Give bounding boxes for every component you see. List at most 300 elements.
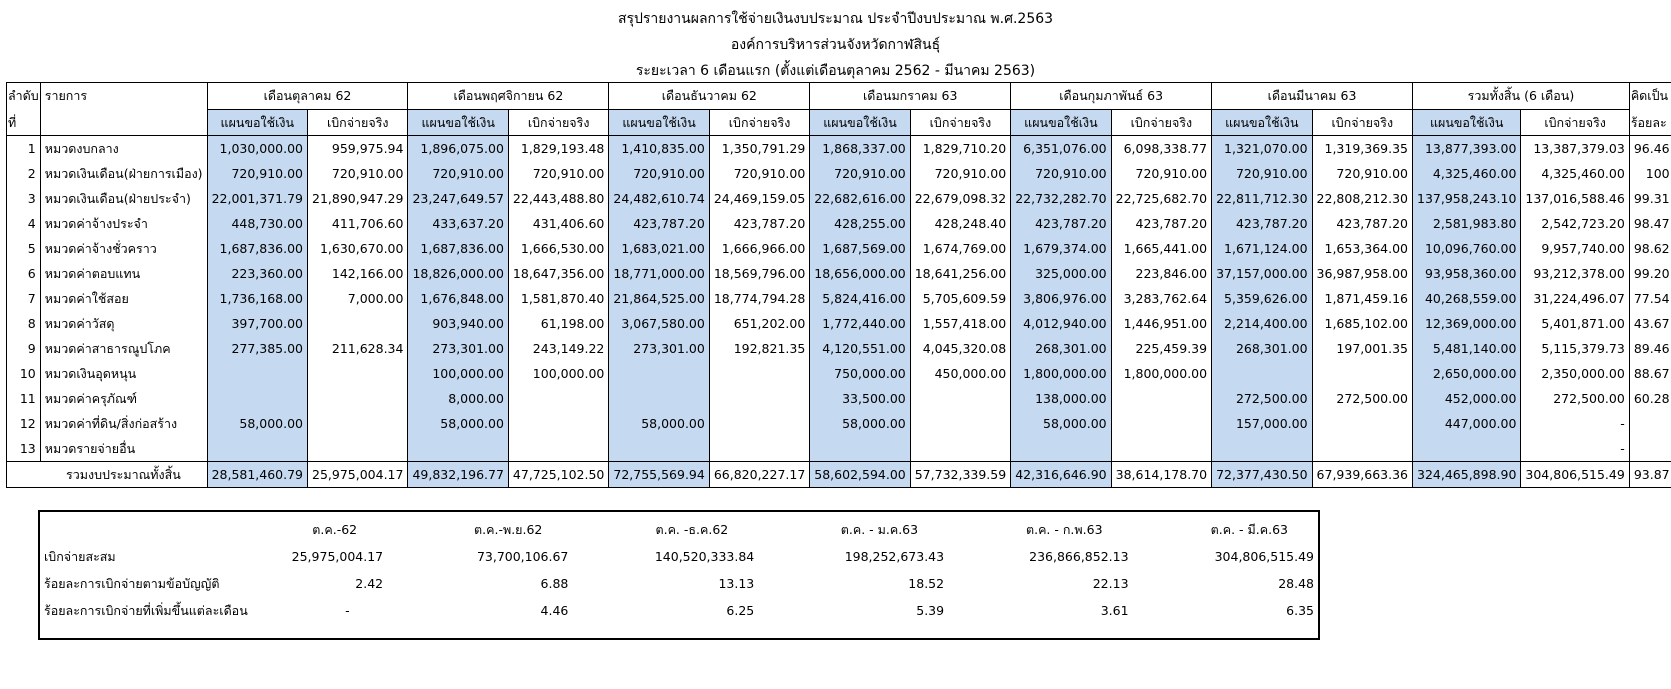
actual-value: 225,459.39 xyxy=(1111,336,1211,361)
plan-value: 273,301.00 xyxy=(408,336,508,361)
table-row xyxy=(7,436,1671,462)
summary-value: 25,975,004.17 xyxy=(291,549,384,564)
plan-value: 1,679,374.00 xyxy=(1011,236,1111,261)
row-name: หมวดค่าจ้างประจำ xyxy=(40,211,207,236)
plan-value: 1,676,848.00 xyxy=(408,286,508,311)
summary-row xyxy=(40,570,1318,597)
plan-value: 1,896,075.00 xyxy=(408,136,508,162)
table-row xyxy=(7,361,1671,386)
table-row xyxy=(7,311,1671,336)
row-percent: 88.67 xyxy=(1629,361,1671,386)
row-number: 5 xyxy=(7,236,41,261)
table-row xyxy=(7,286,1671,311)
row-name: หมวดค่าตอบแทน xyxy=(40,261,207,286)
actual-value: 243,149.22 xyxy=(508,336,608,361)
row-number: 7 xyxy=(7,286,41,311)
plan-value: 4,120,551.00 xyxy=(810,336,910,361)
plan-value: 58,000.00 xyxy=(609,411,709,436)
actual-value xyxy=(508,411,608,436)
actual-value xyxy=(308,361,408,386)
plan-value: 3,067,580.00 xyxy=(609,311,709,336)
header-month: เดือนมกราคม 63 xyxy=(810,83,1011,110)
total-actual-value: 47,725,102.50 xyxy=(508,462,608,488)
plan-value: 903,940.00 xyxy=(408,311,508,336)
header-month: เดือนกุมภาพันธ์ 63 xyxy=(1011,83,1212,110)
table-row xyxy=(7,261,1671,286)
header-month: เดือนตุลาคม 62 xyxy=(207,83,408,110)
actual-value: 142,166.00 xyxy=(308,261,408,286)
plan-value: 18,826,000.00 xyxy=(408,261,508,286)
summary-value: 2.42 xyxy=(355,576,384,591)
plan-value: 428,255.00 xyxy=(810,211,910,236)
header-actual: เบิกจ่ายจริง xyxy=(1312,110,1412,136)
plan-value: 433,637.20 xyxy=(408,211,508,236)
actual-value: 4,325,460.00 xyxy=(1521,161,1629,186)
plan-value: 447,000.00 xyxy=(1413,411,1521,436)
plan-value: 4,325,460.00 xyxy=(1413,161,1521,186)
plan-value: 18,656,000.00 xyxy=(810,261,910,286)
actual-value: 9,957,740.00 xyxy=(1521,236,1629,261)
table-row xyxy=(7,236,1671,261)
total-actual-value: 304,806,515.49 xyxy=(1521,462,1629,488)
plan-value: 22,811,712.30 xyxy=(1212,186,1312,211)
row-name: หมวดงบกลาง xyxy=(40,136,207,162)
total-plan-value: 324,465,898.90 xyxy=(1413,462,1521,488)
actual-value: 450,000.00 xyxy=(910,361,1010,386)
row-number: 1 xyxy=(7,136,41,162)
header-plan: แผนขอใช้เงิน xyxy=(1011,110,1111,136)
row-name: หมวดค่าสาธารณูปโภค xyxy=(40,336,207,361)
actual-value: 5,705,609.59 xyxy=(910,286,1010,311)
row-number: 8 xyxy=(7,311,41,336)
row-number: 10 xyxy=(7,361,41,386)
actual-value: 211,628.34 xyxy=(308,336,408,361)
header-actual: เบิกจ่ายจริง xyxy=(308,110,408,136)
plan-value: 5,824,416.00 xyxy=(810,286,910,311)
actual-value: 13,387,379.03 xyxy=(1521,136,1629,162)
summary-label: ร้อยละการเบิกจ่ายที่เพิ่มขึ้นแต่ละเดือน xyxy=(44,603,248,618)
plan-value: 100,000.00 xyxy=(408,361,508,386)
total-actual-value: 25,975,004.17 xyxy=(308,462,408,488)
total-actual-value: 66,820,227.17 xyxy=(709,462,809,488)
actual-value: 1,685,102.00 xyxy=(1312,311,1412,336)
plan-value: 452,000.00 xyxy=(1413,386,1521,411)
actual-value: 272,500.00 xyxy=(1521,386,1629,411)
header-plan: แผนขอใช้เงิน xyxy=(1413,110,1521,136)
header-plan: แผนขอใช้เงิน xyxy=(1212,110,1312,136)
plan-value xyxy=(1011,436,1111,462)
header-plan: แผนขอใช้เงิน xyxy=(408,110,508,136)
plan-value: 423,787.20 xyxy=(1212,211,1312,236)
actual-value: 2,350,000.00 xyxy=(1521,361,1629,386)
table-row xyxy=(7,411,1671,436)
plan-value: 448,730.00 xyxy=(207,211,307,236)
actual-value: 61,198.00 xyxy=(508,311,608,336)
total-actual-value: 67,939,663.36 xyxy=(1312,462,1412,488)
total-spacer xyxy=(7,462,41,488)
header-month: เดือนพฤศจิกายน 62 xyxy=(408,83,609,110)
actual-value: 18,569,796.00 xyxy=(709,261,809,286)
header-item: รายการ xyxy=(40,83,207,110)
summary-value: 198,252,673.43 xyxy=(844,549,945,564)
plan-value xyxy=(207,361,307,386)
header-pct: คิดเป็น xyxy=(1629,83,1671,110)
plan-value: 720,910.00 xyxy=(609,161,709,186)
total-plan-value: 72,755,569.94 xyxy=(609,462,709,488)
plan-value: 6,351,076.00 xyxy=(1011,136,1111,162)
actual-value: 720,910.00 xyxy=(709,161,809,186)
actual-value: 1,871,459.16 xyxy=(1312,286,1412,311)
header-plan: แผนขอใช้เงิน xyxy=(609,110,709,136)
summary-header-row xyxy=(40,516,1318,543)
plan-value: 273,301.00 xyxy=(609,336,709,361)
actual-value: 411,706.60 xyxy=(308,211,408,236)
summary-value: 304,806,515.49 xyxy=(1214,549,1314,564)
plan-value xyxy=(1413,436,1521,462)
row-percent: 77.54 xyxy=(1629,286,1671,311)
summary-value: 5.39 xyxy=(916,603,945,618)
total-plan-value: 58,602,594.00 xyxy=(810,462,910,488)
row-percent: 99.31 xyxy=(1629,186,1671,211)
plan-value: 18,771,000.00 xyxy=(609,261,709,286)
actual-value: 5,401,871.00 xyxy=(1521,311,1629,336)
plan-value xyxy=(1212,361,1312,386)
plan-value: 720,910.00 xyxy=(1212,161,1312,186)
row-number: 3 xyxy=(7,186,41,211)
actual-value: - xyxy=(1521,436,1629,462)
actual-value xyxy=(910,386,1010,411)
plan-value: 10,096,760.00 xyxy=(1413,236,1521,261)
header-item-2 xyxy=(40,110,207,136)
actual-value: 1,581,870.40 xyxy=(508,286,608,311)
actual-value: 18,774,794.28 xyxy=(709,286,809,311)
row-percent: 43.67 xyxy=(1629,311,1671,336)
summary-table xyxy=(40,516,1318,624)
header-plan: แผนขอใช้เงิน xyxy=(810,110,910,136)
actual-value xyxy=(709,411,809,436)
plan-value: 1,687,569.00 xyxy=(810,236,910,261)
summary-value: 236,866,852.13 xyxy=(1029,549,1129,564)
summary-label: ร้อยละการเบิกจ่ายตามข้อบัญญัติ xyxy=(44,576,220,591)
summary-box xyxy=(38,510,1320,640)
plan-value: 1,868,337.00 xyxy=(810,136,910,162)
plan-value: 138,000.00 xyxy=(1011,386,1111,411)
plan-value: 1,736,168.00 xyxy=(207,286,307,311)
plan-value: 22,682,616.00 xyxy=(810,186,910,211)
header-row-months xyxy=(7,83,1671,110)
summary-corner xyxy=(40,516,252,543)
actual-value: 1,666,530.00 xyxy=(508,236,608,261)
row-number: 6 xyxy=(7,261,41,286)
header-pct-2: ร้อยละ xyxy=(1629,110,1671,136)
summary-period: ต.ค.-62 xyxy=(312,522,358,537)
table-row xyxy=(7,136,1671,162)
actual-value xyxy=(1312,411,1412,436)
header-month: รวมทั้งสิ้น (6 เดือน) xyxy=(1413,83,1630,110)
row-name: หมวดค่าใช้สอย xyxy=(40,286,207,311)
actual-value: 31,224,496.07 xyxy=(1521,286,1629,311)
actual-value: 192,821.35 xyxy=(709,336,809,361)
plan-value xyxy=(207,436,307,462)
plan-value: 93,958,360.00 xyxy=(1413,261,1521,286)
plan-value: 4,012,940.00 xyxy=(1011,311,1111,336)
plan-value: 37,157,000.00 xyxy=(1212,261,1312,286)
plan-value: 58,000.00 xyxy=(810,411,910,436)
plan-value: 21,864,525.00 xyxy=(609,286,709,311)
plan-value: 268,301.00 xyxy=(1212,336,1312,361)
actual-value xyxy=(308,311,408,336)
summary-period: ต.ค. - ก.พ.63 xyxy=(1025,522,1103,537)
plan-value xyxy=(408,436,508,462)
table-row xyxy=(7,161,1671,186)
total-row xyxy=(7,462,1671,488)
summary-value: 140,520,333.84 xyxy=(654,549,755,564)
actual-value: 24,469,159.05 xyxy=(709,186,809,211)
actual-value xyxy=(308,411,408,436)
summary-row xyxy=(40,543,1318,570)
plan-value: 720,910.00 xyxy=(408,161,508,186)
summary-value: 28.48 xyxy=(1278,576,1314,591)
actual-value xyxy=(709,436,809,462)
actual-value: 428,248.40 xyxy=(910,211,1010,236)
report-period: ระยะเวลา 6 เดือนแรก (ตั้งแต่เดือนตุลาคม 2562 - มีนาคม 2563) xyxy=(635,63,1036,79)
actual-value: 720,910.00 xyxy=(308,161,408,186)
actual-value xyxy=(709,386,809,411)
actual-value: 1,653,364.00 xyxy=(1312,236,1412,261)
total-plan-value: 72,377,430.50 xyxy=(1212,462,1312,488)
row-name: หมวดค่าที่ดิน/สิ่งก่อสร้าง xyxy=(40,411,207,436)
plan-value xyxy=(609,361,709,386)
actual-value: 137,016,588.46 xyxy=(1521,186,1629,211)
actual-value xyxy=(1111,411,1211,436)
row-name: หมวดเงินอุดหนุน xyxy=(40,361,207,386)
header-no-2: ที่ xyxy=(7,110,41,136)
actual-value: 651,202.00 xyxy=(709,311,809,336)
plan-value xyxy=(1212,436,1312,462)
summary-value: 6.88 xyxy=(540,576,569,591)
row-number: 13 xyxy=(7,436,41,462)
plan-value: 720,910.00 xyxy=(1011,161,1111,186)
plan-value: 13,877,393.00 xyxy=(1413,136,1521,162)
summary-value: 73,700,106.67 xyxy=(476,549,569,564)
plan-value: 1,321,070.00 xyxy=(1212,136,1312,162)
header-actual: เบิกจ่ายจริง xyxy=(910,110,1010,136)
row-name: หมวดค่าครุภัณฑ์ xyxy=(40,386,207,411)
plan-value: 720,910.00 xyxy=(207,161,307,186)
header-month: เดือนมีนาคม 63 xyxy=(1212,83,1413,110)
header-no: ลำดับ xyxy=(7,83,41,110)
actual-value: 1,446,951.00 xyxy=(1111,311,1211,336)
actual-value: 197,001.35 xyxy=(1312,336,1412,361)
table-row xyxy=(7,386,1671,411)
actual-value: 423,787.20 xyxy=(709,211,809,236)
plan-value: 40,268,559.00 xyxy=(1413,286,1521,311)
actual-value xyxy=(1312,361,1412,386)
plan-value: 8,000.00 xyxy=(408,386,508,411)
plan-value: 12,369,000.00 xyxy=(1413,311,1521,336)
report-title: สรุปรายงานผลการใช้จ่ายเงินงบประมาณ ประจำปีงบประมาณ พ.ศ.2563 xyxy=(617,11,1054,27)
header-actual: เบิกจ่ายจริง xyxy=(1521,110,1629,136)
plan-value: 272,500.00 xyxy=(1212,386,1312,411)
table-row xyxy=(7,186,1671,211)
row-percent xyxy=(1629,411,1671,436)
plan-value: 1,671,124.00 xyxy=(1212,236,1312,261)
row-percent: 60.28 xyxy=(1629,386,1671,411)
report-titles xyxy=(0,6,1671,84)
actual-value xyxy=(308,436,408,462)
actual-value: 423,787.20 xyxy=(1312,211,1412,236)
total-plan-value: 28,581,460.79 xyxy=(207,462,307,488)
row-number: 2 xyxy=(7,161,41,186)
actual-value: 1,319,369.35 xyxy=(1312,136,1412,162)
plan-value: 5,481,140.00 xyxy=(1413,336,1521,361)
actual-value: 1,800,000.00 xyxy=(1111,361,1211,386)
plan-value: 2,650,000.00 xyxy=(1413,361,1521,386)
summary-value: 3.61 xyxy=(1100,603,1129,618)
plan-value xyxy=(609,386,709,411)
plan-value: 2,214,400.00 xyxy=(1212,311,1312,336)
actual-value: 720,910.00 xyxy=(508,161,608,186)
plan-value: 750,000.00 xyxy=(810,361,910,386)
row-percent xyxy=(1629,436,1671,462)
actual-value: 1,557,418.00 xyxy=(910,311,1010,336)
actual-value: 4,045,320.08 xyxy=(910,336,1010,361)
actual-value xyxy=(508,386,608,411)
plan-value: 157,000.00 xyxy=(1212,411,1312,436)
actual-value: 1,350,791.29 xyxy=(709,136,809,162)
plan-value: 423,787.20 xyxy=(609,211,709,236)
actual-value: 223,846.00 xyxy=(1111,261,1211,286)
row-percent: 98.62 xyxy=(1629,236,1671,261)
header-plan: แผนขอใช้เงิน xyxy=(207,110,307,136)
summary-value: 4.46 xyxy=(540,603,569,618)
plan-value xyxy=(810,436,910,462)
row-percent: 99.20 xyxy=(1629,261,1671,286)
plan-value: 720,910.00 xyxy=(810,161,910,186)
total-actual-value: 38,614,178.70 xyxy=(1111,462,1211,488)
plan-value: 1,687,836.00 xyxy=(408,236,508,261)
actual-value: 1,630,670.00 xyxy=(308,236,408,261)
plan-value: 223,360.00 xyxy=(207,261,307,286)
header-row-columns xyxy=(7,110,1671,136)
actual-value xyxy=(709,361,809,386)
total-actual-value: 57,732,339.59 xyxy=(910,462,1010,488)
plan-value: 5,359,626.00 xyxy=(1212,286,1312,311)
plan-value: 268,301.00 xyxy=(1011,336,1111,361)
plan-value: 397,700.00 xyxy=(207,311,307,336)
plan-value: 423,787.20 xyxy=(1011,211,1111,236)
summary-period: ต.ค. -ธ.ค.62 xyxy=(655,522,729,537)
row-number: 12 xyxy=(7,411,41,436)
plan-value: 58,000.00 xyxy=(207,411,307,436)
actual-value: 2,542,723.20 xyxy=(1521,211,1629,236)
header-actual: เบิกจ่ายจริง xyxy=(1111,110,1211,136)
actual-value xyxy=(910,411,1010,436)
summary-value: 13.13 xyxy=(718,576,755,591)
actual-value: 1,666,966.00 xyxy=(709,236,809,261)
plan-value: 23,247,649.57 xyxy=(408,186,508,211)
plan-value: 1,683,021.00 xyxy=(609,236,709,261)
plan-value: 2,581,983.80 xyxy=(1413,211,1521,236)
actual-value xyxy=(1111,386,1211,411)
plan-value: 137,958,243.10 xyxy=(1413,186,1521,211)
plan-value: 1,030,000.00 xyxy=(207,136,307,162)
actual-value xyxy=(308,386,408,411)
summary-value: 18.52 xyxy=(908,576,945,591)
plan-value: 325,000.00 xyxy=(1011,261,1111,286)
actual-value: 959,975.94 xyxy=(308,136,408,162)
actual-value: 1,829,193.48 xyxy=(508,136,608,162)
row-name: หมวดเงินเดือน(ฝ่ายการเมือง) xyxy=(40,161,207,186)
actual-value: 100,000.00 xyxy=(508,361,608,386)
summary-period: ต.ค. - มี.ค.63 xyxy=(1210,522,1288,537)
actual-value: 93,212,378.00 xyxy=(1521,261,1629,286)
actual-value xyxy=(1312,436,1412,462)
table-row xyxy=(7,336,1671,361)
actual-value: 18,641,256.00 xyxy=(910,261,1010,286)
header-actual: เบิกจ่ายจริง xyxy=(709,110,809,136)
actual-value: 1,829,710.20 xyxy=(910,136,1010,162)
actual-value: - xyxy=(1521,411,1629,436)
actual-value: 1,674,769.00 xyxy=(910,236,1010,261)
plan-value: 277,385.00 xyxy=(207,336,307,361)
actual-value: 22,808,212.30 xyxy=(1312,186,1412,211)
actual-value: 3,283,762.64 xyxy=(1111,286,1211,311)
organization-name: องค์การบริหารส่วนจังหวัดกาฬสินธุ์ xyxy=(730,37,941,53)
header-month: เดือนธันวาคม 62 xyxy=(609,83,810,110)
header-actual: เบิกจ่ายจริง xyxy=(508,110,608,136)
row-name: หมวดค่าจ้างชั่วคราว xyxy=(40,236,207,261)
summary-value: - xyxy=(345,603,350,618)
plan-value: 22,732,282.70 xyxy=(1011,186,1111,211)
row-percent: 100 xyxy=(1629,161,1671,186)
actual-value: 21,890,947.29 xyxy=(308,186,408,211)
summary-value: 22.13 xyxy=(1092,576,1129,591)
plan-value: 22,001,371.79 xyxy=(207,186,307,211)
actual-value: 5,115,379.73 xyxy=(1521,336,1629,361)
actual-value: 720,910.00 xyxy=(1312,161,1412,186)
actual-value: 720,910.00 xyxy=(910,161,1010,186)
row-number: 11 xyxy=(7,386,41,411)
actual-value: 272,500.00 xyxy=(1312,386,1412,411)
plan-value: 24,482,610.74 xyxy=(609,186,709,211)
actual-value xyxy=(1111,436,1211,462)
plan-value: 58,000.00 xyxy=(408,411,508,436)
row-percent: 98.47 xyxy=(1629,211,1671,236)
actual-value: 22,443,488.80 xyxy=(508,186,608,211)
total-plan-value: 49,832,196.77 xyxy=(408,462,508,488)
actual-value: 431,406.60 xyxy=(508,211,608,236)
plan-value xyxy=(609,436,709,462)
row-percent: 96.46 xyxy=(1629,136,1671,162)
plan-value xyxy=(207,386,307,411)
plan-value: 1,687,836.00 xyxy=(207,236,307,261)
plan-value: 33,500.00 xyxy=(810,386,910,411)
actual-value xyxy=(508,436,608,462)
plan-value: 1,410,835.00 xyxy=(609,136,709,162)
actual-value: 18,647,356.00 xyxy=(508,261,608,286)
plan-value: 1,772,440.00 xyxy=(810,311,910,336)
actual-value: 22,725,682.70 xyxy=(1111,186,1211,211)
actual-value: 22,679,098.32 xyxy=(910,186,1010,211)
row-percent: 89.46 xyxy=(1629,336,1671,361)
plan-value: 3,806,976.00 xyxy=(1011,286,1111,311)
total-percent: 93.87 xyxy=(1629,462,1671,488)
row-name: หมวดค่าวัสดุ xyxy=(40,311,207,336)
total-label: รวมงบประมาณทั้งสิ้น xyxy=(40,462,207,488)
plan-value: 58,000.00 xyxy=(1011,411,1111,436)
actual-value: 720,910.00 xyxy=(1111,161,1211,186)
